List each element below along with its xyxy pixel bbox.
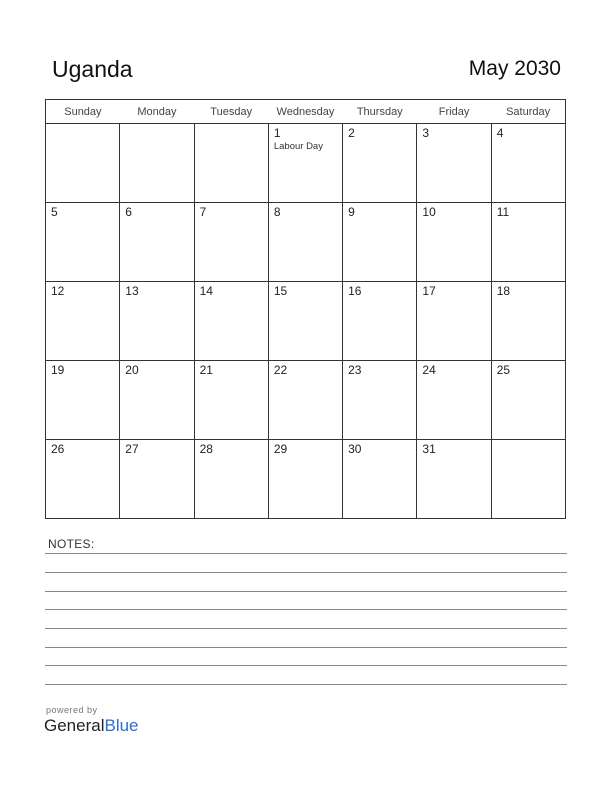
day-cell[interactable] xyxy=(491,282,565,361)
day-cell[interactable] xyxy=(491,124,565,203)
day-cell[interactable] xyxy=(343,124,417,203)
day-number: 18 xyxy=(496,284,511,298)
day-cell[interactable] xyxy=(268,203,342,282)
weekday-wednesday: Wednesday xyxy=(268,100,342,124)
day-number: 29 xyxy=(273,442,288,456)
day-cell[interactable] xyxy=(120,361,194,440)
day-number: 11 xyxy=(496,205,510,219)
holiday-label: Labour Day xyxy=(273,141,323,152)
day-cell[interactable] xyxy=(417,361,491,440)
day-cell[interactable] xyxy=(194,361,268,440)
day-cell[interactable] xyxy=(120,440,194,519)
day-number: 4 xyxy=(496,126,504,140)
day-cell[interactable] xyxy=(491,440,565,519)
note-line xyxy=(45,609,567,610)
day-cell[interactable] xyxy=(194,282,268,361)
notes-label: NOTES: xyxy=(48,537,95,551)
day-number: 10 xyxy=(422,205,436,219)
day-cell[interactable] xyxy=(120,203,194,282)
day-cell[interactable] xyxy=(46,440,120,519)
day-cell[interactable] xyxy=(268,361,342,440)
day-number: 5 xyxy=(51,205,58,219)
weekday-friday: Friday xyxy=(417,100,491,124)
day-number: 16 xyxy=(348,284,362,298)
day-number: 21 xyxy=(199,363,213,377)
weekday-saturday: Saturday xyxy=(491,100,565,124)
day-number: 23 xyxy=(348,363,362,377)
powered-by-label: powered by xyxy=(46,705,98,715)
day-cell[interactable] xyxy=(343,440,417,519)
day-number: 19 xyxy=(51,363,65,377)
day-number: 26 xyxy=(51,442,65,456)
day-cell[interactable] xyxy=(417,124,491,203)
day-number: 9 xyxy=(348,205,355,219)
day-number: 27 xyxy=(125,442,139,456)
day-cell[interactable] xyxy=(343,361,417,440)
brand-blue: Blue xyxy=(104,716,139,735)
day-number: 30 xyxy=(348,442,362,456)
day-cell[interactable] xyxy=(268,282,342,361)
day-cell[interactable] xyxy=(343,203,417,282)
note-line xyxy=(45,553,567,554)
note-line xyxy=(45,628,567,629)
day-number: 31 xyxy=(422,442,436,456)
day-cell[interactable] xyxy=(46,361,120,440)
day-number: 20 xyxy=(125,363,139,377)
day-number: 2 xyxy=(348,126,355,140)
calendar-grid xyxy=(45,99,566,519)
day-number: 8 xyxy=(273,205,281,219)
day-cell[interactable] xyxy=(268,440,342,519)
week-row xyxy=(46,440,566,519)
day-cell[interactable] xyxy=(491,361,565,440)
note-line xyxy=(45,591,567,592)
day-number: 25 xyxy=(496,363,511,377)
week-row xyxy=(46,124,566,203)
weekday-header-row xyxy=(46,100,566,124)
day-cell[interactable] xyxy=(46,124,120,203)
day-cell[interactable] xyxy=(491,203,565,282)
day-number: 14 xyxy=(199,284,213,298)
day-number: 6 xyxy=(125,205,132,219)
month-title: May 2030 xyxy=(468,57,561,80)
day-cell[interactable] xyxy=(417,282,491,361)
day-number: 28 xyxy=(199,442,213,456)
day-cell[interactable] xyxy=(120,124,194,203)
week-row xyxy=(46,203,566,282)
week-row xyxy=(46,361,566,440)
day-cell[interactable] xyxy=(46,203,120,282)
day-number: 15 xyxy=(273,284,288,298)
note-line xyxy=(45,684,567,685)
note-line xyxy=(45,572,567,573)
day-cell[interactable] xyxy=(194,124,268,203)
country-title: Uganda xyxy=(52,56,133,82)
day-number: 12 xyxy=(51,284,65,298)
day-cell[interactable] xyxy=(417,440,491,519)
day-number: 17 xyxy=(422,284,436,298)
day-cell[interactable] xyxy=(46,282,120,361)
day-cell[interactable] xyxy=(268,124,342,203)
day-number: 1 xyxy=(273,126,281,140)
day-number: 22 xyxy=(273,363,288,377)
generalblue-logo[interactable] xyxy=(44,716,139,736)
day-number: 3 xyxy=(422,126,430,140)
day-cell[interactable] xyxy=(194,440,268,519)
note-line xyxy=(45,665,567,666)
weekday-thursday: Thursday xyxy=(343,100,417,124)
brand-general: General xyxy=(44,716,105,735)
note-line xyxy=(45,647,567,648)
day-cell[interactable] xyxy=(194,203,268,282)
day-number: 24 xyxy=(422,363,436,377)
weekday-sunday: Sunday xyxy=(46,100,120,124)
day-cell[interactable] xyxy=(417,203,491,282)
day-number: 7 xyxy=(199,205,207,219)
day-cell[interactable] xyxy=(120,282,194,361)
weekday-tuesday: Tuesday xyxy=(194,100,268,124)
day-cell[interactable] xyxy=(343,282,417,361)
week-row xyxy=(46,282,566,361)
day-number: 13 xyxy=(125,284,139,298)
weekday-monday: Monday xyxy=(120,100,194,124)
